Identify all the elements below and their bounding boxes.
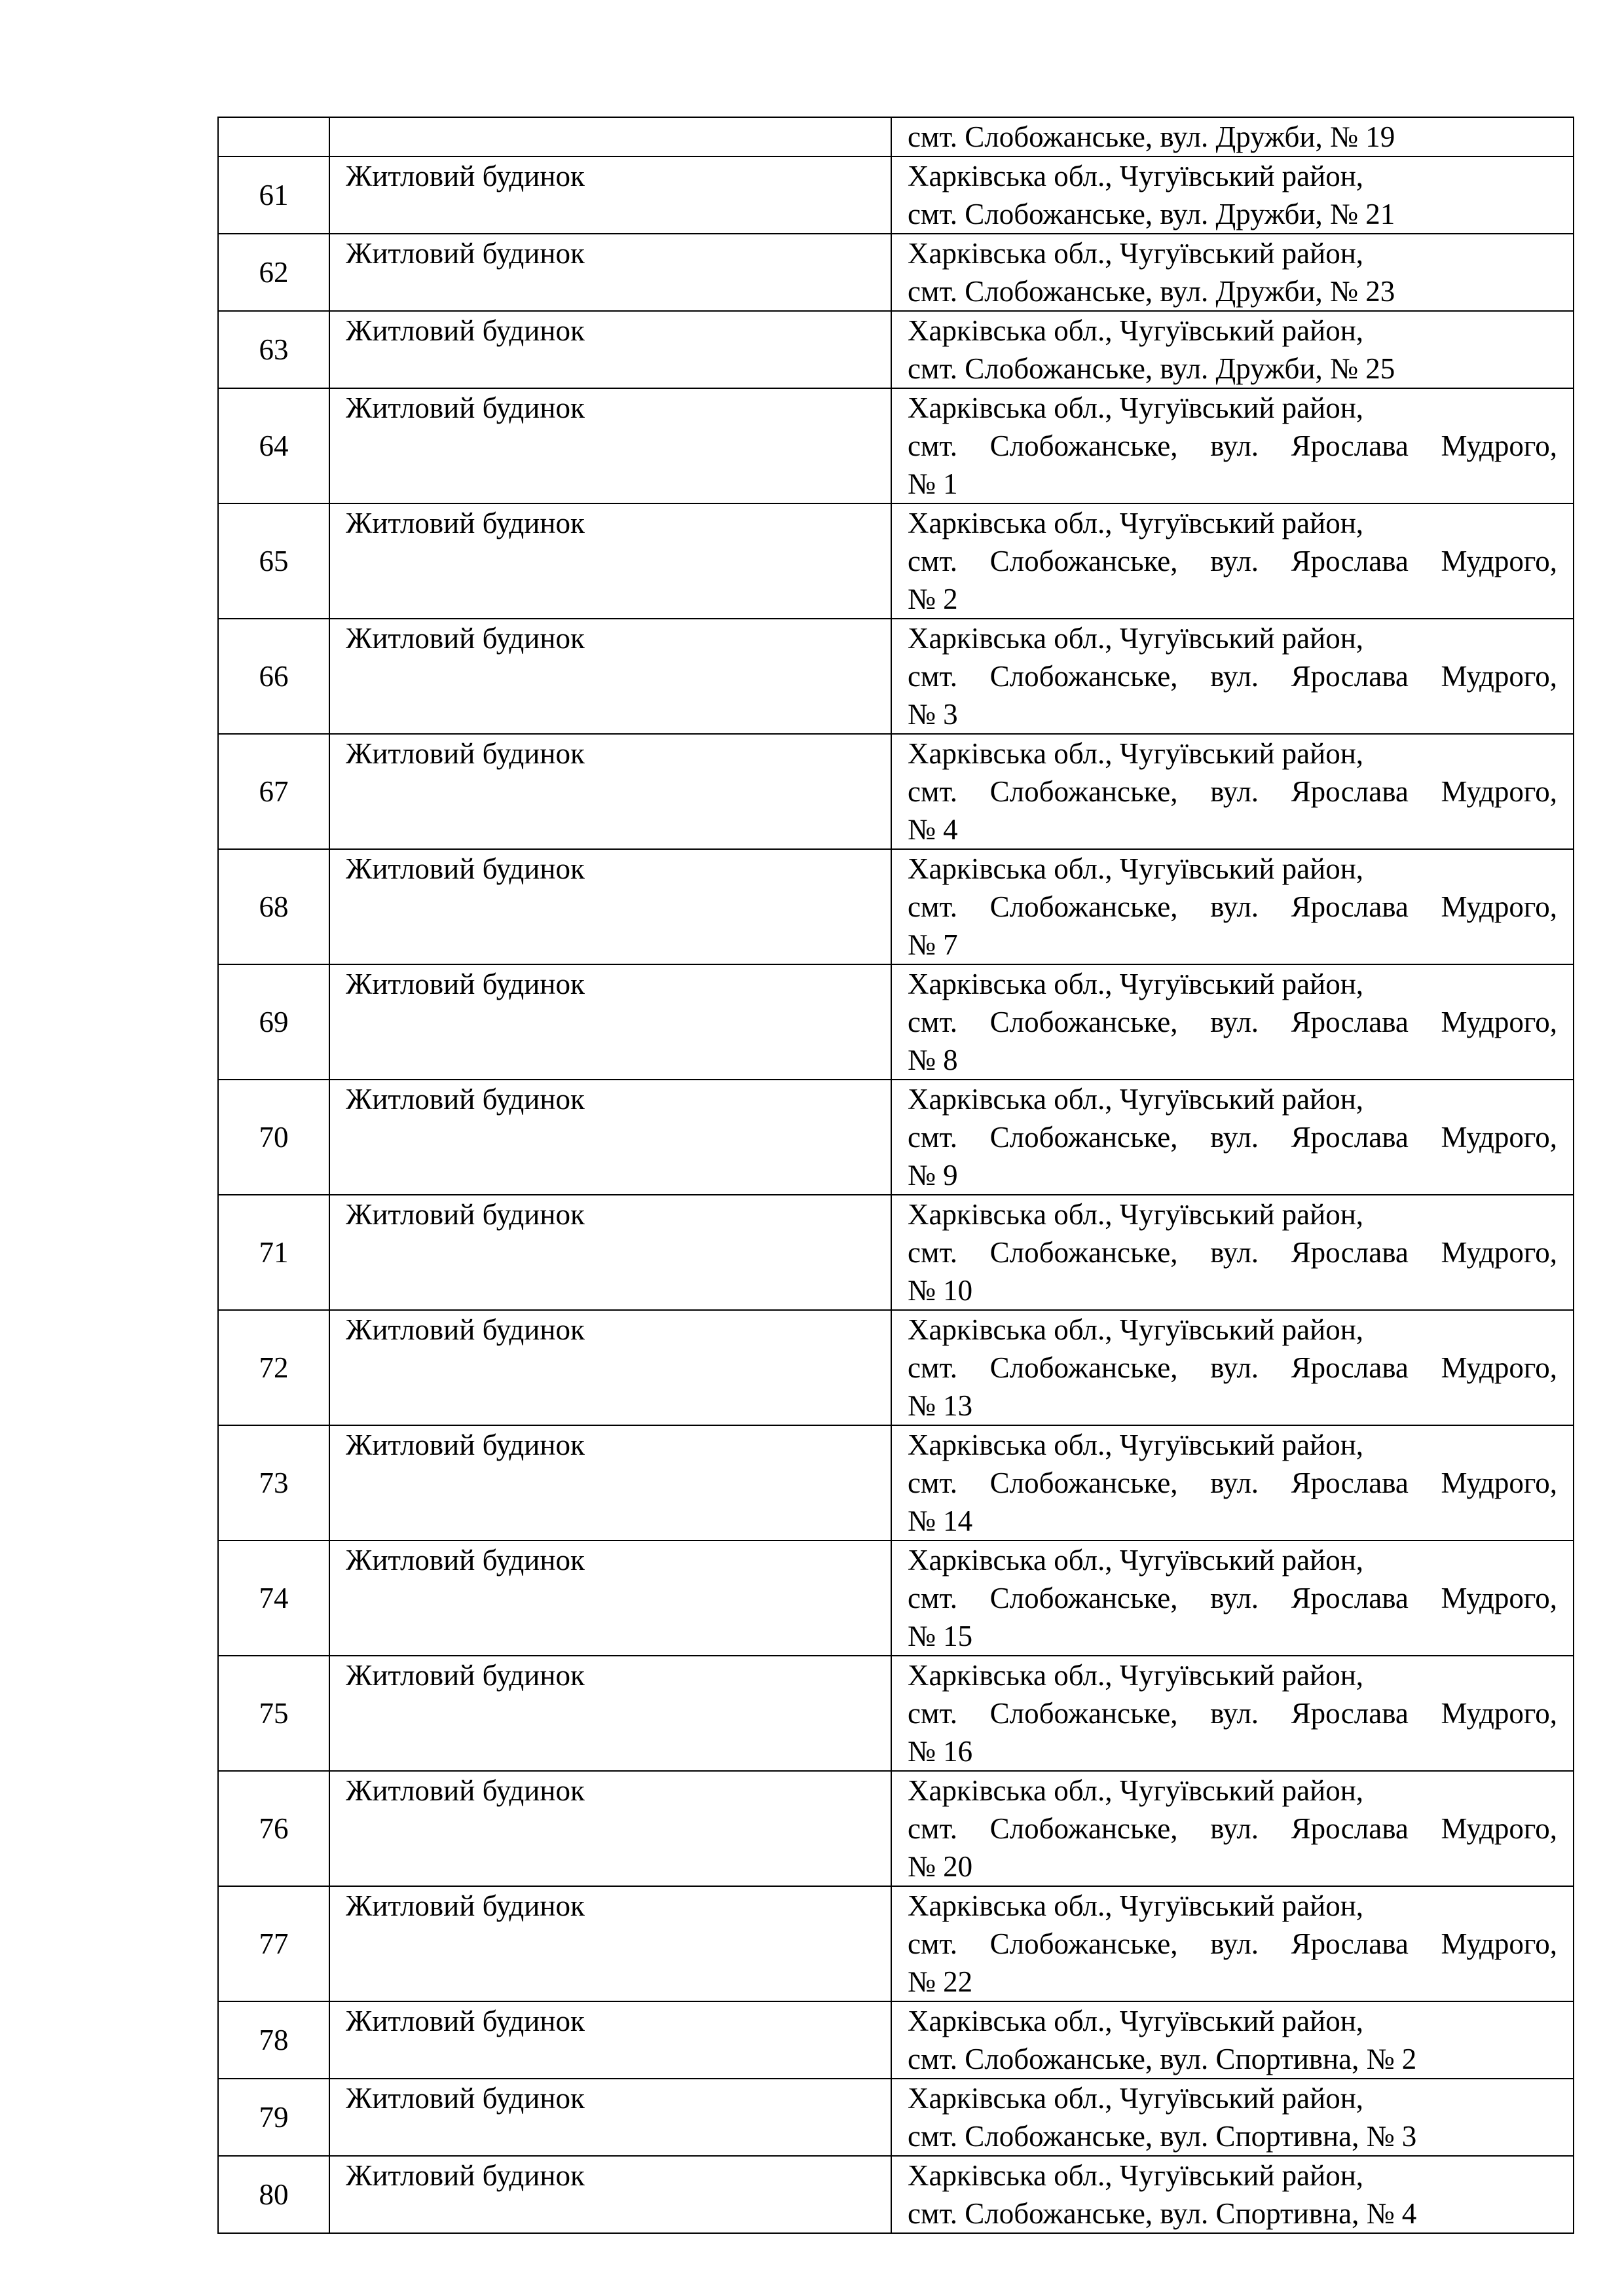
table-row: [218, 503, 1574, 619]
address-cell: [891, 964, 1574, 1080]
address-line-1: Харківська обл., Чугуївський район,: [908, 1429, 1364, 1461]
address-cell: [891, 1771, 1574, 1886]
address-cell: [891, 311, 1574, 388]
address-line-2: смт. Слобожанське, вул. Ярослава Мудрого,: [908, 1697, 1557, 1730]
address-line-1: Харківська обл., Чугуївський район,: [908, 968, 1364, 1000]
object-name-cell: Житловий будинок: [329, 734, 891, 849]
table-row: [218, 849, 1574, 964]
object-name-cell: Житловий будинок: [329, 2079, 891, 2156]
row-number-cell: [218, 117, 329, 156]
address-line-1: Харківська обл., Чугуївський район,: [908, 1313, 1364, 1346]
address-cell: [891, 1310, 1574, 1425]
address-cell: [891, 1886, 1574, 2001]
object-name-cell: Житловий будинок: [329, 234, 891, 311]
table-row: [218, 1425, 1574, 1540]
row-number-cell: 63: [218, 311, 329, 388]
object-name-cell: Житловий будинок: [329, 503, 891, 619]
address-line-2: смт. Слобожанське, вул. Дружби, № 21: [908, 198, 1395, 230]
address-cell: [891, 734, 1574, 849]
address-cell: [891, 117, 1574, 156]
address-line-2: смт. Слобожанське, вул. Спортивна, № 3: [908, 2120, 1417, 2153]
object-name-cell: Житловий будинок: [329, 1771, 891, 1886]
address-line-3: № 10: [908, 1274, 973, 1307]
address-line-1: Харківська обл., Чугуївський район,: [908, 852, 1364, 885]
row-number-cell: 79: [218, 2079, 329, 2156]
table-row: [218, 734, 1574, 849]
address-cell: [891, 1080, 1574, 1195]
address-cell: [891, 234, 1574, 311]
row-number-cell: 62: [218, 234, 329, 311]
table-body: [218, 117, 1574, 2233]
address-line-2: смт. Слобожанське, вул. Ярослава Мудрого,: [908, 1006, 1557, 1038]
address-line-3: № 9: [908, 1159, 958, 1192]
row-number-cell: 77: [218, 1886, 329, 2001]
address-line-2: смт. Слобожанське, вул. Ярослава Мудрого,: [908, 1351, 1557, 1384]
address-line-3: № 4: [908, 813, 958, 846]
address-line-2: смт. Слобожанське, вул. Дружби, № 23: [908, 275, 1395, 308]
address-line: смт. Слобожанське, вул. Дружби, № 19: [908, 120, 1395, 153]
address-cell: [891, 388, 1574, 503]
buildings-table: [217, 117, 1574, 2234]
address-cell: [891, 156, 1574, 234]
object-name-cell: Житловий будинок: [329, 849, 891, 964]
row-number-cell: 65: [218, 503, 329, 619]
object-name-cell: Житловий будинок: [329, 1080, 891, 1195]
address-cell: [891, 1656, 1574, 1771]
address-line-2: смт. Слобожанське, вул. Спортивна, № 4: [908, 2197, 1417, 2230]
address-line-2: смт. Слобожанське, вул. Ярослава Мудрого,: [908, 1121, 1557, 1154]
row-number-cell: 78: [218, 2001, 329, 2079]
row-number-cell: 71: [218, 1195, 329, 1310]
address-line-2: смт. Слобожанське, вул. Ярослава Мудрого,: [908, 890, 1557, 923]
object-name-cell: Житловий будинок: [329, 1195, 891, 1310]
address-line-2: смт. Слобожанське, вул. Ярослава Мудрого,: [908, 545, 1557, 577]
address-line-3: № 3: [908, 698, 958, 731]
address-cell: [891, 849, 1574, 964]
object-name-cell: Житловий будинок: [329, 964, 891, 1080]
table-row: [218, 2156, 1574, 2233]
table-row: [218, 2001, 1574, 2079]
address-line-1: Харківська обл., Чугуївський район,: [908, 1774, 1364, 1807]
address-line-1: Харківська обл., Чугуївський район,: [908, 737, 1364, 770]
address-line-1: Харківська обл., Чугуївський район,: [908, 314, 1364, 347]
object-name-cell: Житловий будинок: [329, 1540, 891, 1656]
object-name-cell: Житловий будинок: [329, 1656, 891, 1771]
address-line-3: № 22: [908, 1965, 973, 1998]
address-line-2: смт. Слобожанське, вул. Спортивна, № 2: [908, 2043, 1417, 2075]
address-line-2: смт. Слобожанське, вул. Ярослава Мудрого,: [908, 775, 1557, 808]
object-name-cell: Житловий будинок: [329, 1310, 891, 1425]
address-line-2: смт. Слобожанське, вул. Ярослава Мудрого,: [908, 1467, 1557, 1499]
row-number-cell: 76: [218, 1771, 329, 1886]
table-row: [218, 1656, 1574, 1771]
address-line-1: Харківська обл., Чугуївський район,: [908, 1889, 1364, 1922]
row-number-cell: 69: [218, 964, 329, 1080]
address-line-2: смт. Слобожанське, вул. Ярослава Мудрого,: [908, 1812, 1557, 1845]
table-row: [218, 2079, 1574, 2156]
row-number-cell: 72: [218, 1310, 329, 1425]
table-row: [218, 1540, 1574, 1656]
address-line-1: Харківська обл., Чугуївський район,: [908, 237, 1364, 270]
row-number-cell: 67: [218, 734, 329, 849]
address-line-1: Харківська обл., Чугуївський район,: [908, 160, 1364, 192]
address-line-3: № 15: [908, 1620, 973, 1652]
address-line-1: Харківська обл., Чугуївський район,: [908, 1083, 1364, 1116]
address-line-3: № 16: [908, 1735, 973, 1768]
object-name-cell: Житловий будинок: [329, 2001, 891, 2079]
address-cell: [891, 1540, 1574, 1656]
address-line-1: Харківська обл., Чугуївський район,: [908, 2005, 1364, 2037]
row-number-cell: 66: [218, 619, 329, 734]
table-row: [218, 311, 1574, 388]
address-line-2: смт. Слобожанське, вул. Ярослава Мудрого,: [908, 1582, 1557, 1614]
address-line-3: № 1: [908, 467, 958, 500]
object-name-cell: Житловий будинок: [329, 156, 891, 234]
address-line-1: Харківська обл., Чугуївський район,: [908, 1659, 1364, 1692]
object-name-cell: Житловий будинок: [329, 311, 891, 388]
address-cell: [891, 2156, 1574, 2233]
address-cell: [891, 1195, 1574, 1310]
table-row: [218, 619, 1574, 734]
object-name-cell: [329, 117, 891, 156]
address-cell: [891, 2079, 1574, 2156]
address-line-3: № 13: [908, 1389, 973, 1422]
address-cell: [891, 2001, 1574, 2079]
address-line-2: смт. Слобожанське, вул. Ярослава Мудрого,: [908, 429, 1557, 462]
address-line-1: Харківська обл., Чугуївський район,: [908, 622, 1364, 655]
table-row: [218, 388, 1574, 503]
address-line-2: смт. Слобожанське, вул. Ярослава Мудрого,: [908, 660, 1557, 693]
row-number-cell: 75: [218, 1656, 329, 1771]
row-number-cell: 73: [218, 1425, 329, 1540]
row-number-cell: 74: [218, 1540, 329, 1656]
table-row: [218, 1080, 1574, 1195]
address-line-3: № 20: [908, 1850, 973, 1883]
address-line-1: Харківська обл., Чугуївський район,: [908, 507, 1364, 539]
address-cell: [891, 503, 1574, 619]
table-row: [218, 1195, 1574, 1310]
row-number-cell: 80: [218, 2156, 329, 2233]
address-line-1: Харківська обл., Чугуївський район,: [908, 2159, 1364, 2192]
address-line-1: Харківська обл., Чугуївський район,: [908, 1544, 1364, 1576]
table-row: [218, 234, 1574, 311]
row-number-cell: 61: [218, 156, 329, 234]
row-number-cell: 70: [218, 1080, 329, 1195]
object-name-cell: Житловий будинок: [329, 1886, 891, 2001]
row-number-cell: 68: [218, 849, 329, 964]
address-line-3: № 14: [908, 1504, 973, 1537]
table-row: [218, 1886, 1574, 2001]
table-row-continuation: [218, 117, 1574, 156]
address-line-3: № 2: [908, 583, 958, 615]
address-line-2: смт. Слобожанське, вул. Ярослава Мудрого,: [908, 1927, 1557, 1960]
table-row: [218, 1310, 1574, 1425]
object-name-cell: Житловий будинок: [329, 619, 891, 734]
object-name-cell: Житловий будинок: [329, 388, 891, 503]
table-row: [218, 964, 1574, 1080]
address-cell: [891, 619, 1574, 734]
address-cell: [891, 1425, 1574, 1540]
object-name-cell: Житловий будинок: [329, 2156, 891, 2233]
address-line-1: Харківська обл., Чугуївський район,: [908, 392, 1364, 424]
address-line-2: смт. Слобожанське, вул. Дружби, № 25: [908, 352, 1395, 385]
table-row: [218, 1771, 1574, 1886]
row-number-cell: 64: [218, 388, 329, 503]
address-line-1: Харківська обл., Чугуївський район,: [908, 2082, 1364, 2115]
address-line-2: смт. Слобожанське, вул. Ярослава Мудрого,: [908, 1236, 1557, 1269]
table-row: [218, 156, 1574, 234]
address-line-3: № 8: [908, 1044, 958, 1076]
address-line-3: № 7: [908, 928, 958, 961]
object-name-cell: Житловий будинок: [329, 1425, 891, 1540]
address-line-1: Харківська обл., Чугуївський район,: [908, 1198, 1364, 1231]
